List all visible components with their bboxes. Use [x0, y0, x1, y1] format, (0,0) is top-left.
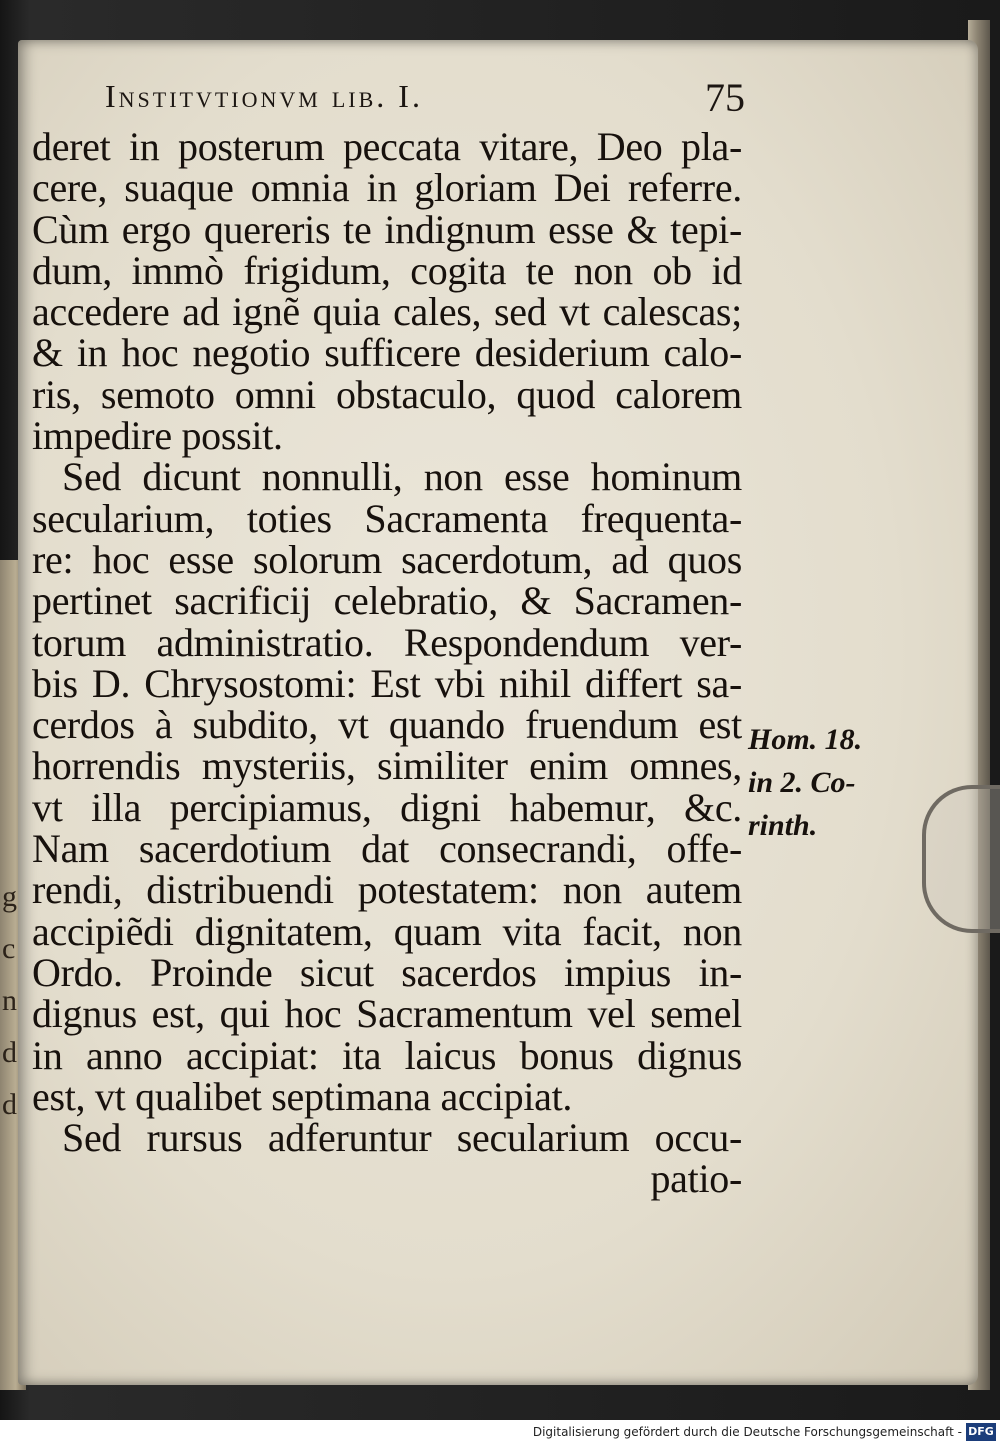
marginal-note-line: rinth.: [748, 809, 818, 842]
text-line: est, vt qualibet septimana accipiat.: [32, 1073, 573, 1119]
catchword: patio-: [650, 1156, 742, 1202]
text-line: dum, immò frigidum, cogita te non ob id: [32, 247, 742, 293]
text-line: dignus est, qui hoc Sacramentum vel semel: [32, 991, 742, 1037]
funding-credit: Digitalisierung gefördert durch die Deutsche Forschungsgemeinschaft -: [532, 1425, 962, 1439]
text-line: Nam sacerdotium dat consecrandi, offe-: [32, 826, 742, 872]
marginal-note-line: in 2. Co-: [748, 766, 856, 799]
text-line: accedere ad ignẽ quia cales, sed vt calescas;: [32, 289, 742, 335]
text-line: impedire possit.: [32, 413, 283, 459]
text-line: pertinet sacrificij celebratio, & Sacramen-: [32, 578, 742, 624]
text-line: deret in posterum peccata vitare, Deo pla-: [32, 124, 742, 169]
marginal-note-line: Hom. 18.: [748, 723, 863, 756]
marginal-note: [748, 718, 918, 847]
text-line: cerdos à subdito, vt quando fruendum est: [32, 702, 742, 748]
facing-page-fragment: d: [2, 1088, 17, 1121]
text-line: secularium, toties Sacramenta frequenta-: [32, 495, 742, 541]
dfg-logo: DFG: [966, 1423, 996, 1441]
text-line: & in hoc negotio sufficere desiderium calo-: [32, 330, 742, 376]
running-head: [105, 75, 745, 120]
text-line: rendi, distribuendi potestatem: non autem: [32, 867, 742, 913]
text-line: Ordo. Proinde sicut sacerdos impius in-: [32, 949, 742, 995]
body-text: [32, 126, 742, 1200]
text-line: Sed rursus adferuntur secularium occu-: [62, 1115, 742, 1161]
facing-page-fragment: g: [2, 880, 17, 913]
facing-page-fragment: d: [2, 1036, 17, 1069]
text-line: accipiẽdi dignitatem, quam vita facit, non: [32, 908, 742, 954]
text-line: re: hoc esse solorum sacerdotum, ad quos: [32, 536, 742, 582]
facing-page-fragment: c: [2, 932, 16, 965]
text-line: in anno accipiat: ita laicus bonus dignus: [32, 1032, 742, 1078]
text-line: torum administratio. Respondendum ver-: [32, 619, 742, 665]
page-number: 75: [705, 75, 745, 120]
text-line: bis D. Chrysostomi: Est vbi nihil differt sa-: [32, 660, 742, 706]
text-line: ris, semoto omni obstaculo, quod calorem: [32, 371, 742, 417]
text-line: Sed dicunt nonnulli, non esse hominum: [62, 454, 742, 500]
text-line: Cùm ergo quereris te indignum esse & tepi-: [32, 206, 742, 252]
text-line: vt illa percipiamus, digni habemur, &c.: [32, 784, 742, 830]
footer-bar: [0, 1420, 1000, 1446]
text-line: cere, suaque omnia in gloriam Dei referre.: [32, 165, 742, 211]
facing-page-fragment: n: [2, 984, 17, 1017]
running-title: Institvtionvm lib. I.: [105, 78, 423, 114]
page-clip: [922, 785, 1000, 933]
text-line: horrendis mysteriis, similiter enim omnes,: [32, 743, 742, 789]
